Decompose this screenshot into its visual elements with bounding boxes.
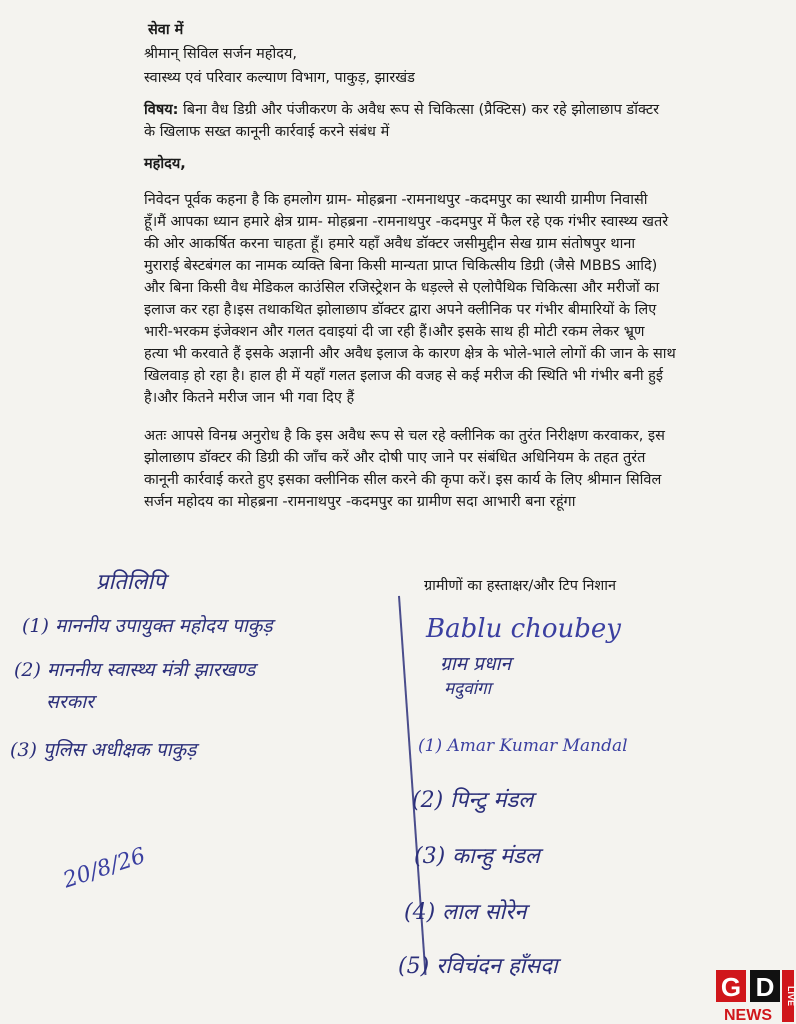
logo-letter-g: G xyxy=(720,972,742,1002)
copy-item: सरकार xyxy=(46,691,94,713)
body-line: और बिना किसी वैध मेडिकल काउंसिल रजिस्ट्रेशन के धड़ल्ले से एलोपैथिक चिकित्सा और मरीजों का xyxy=(144,280,660,296)
signer: (5) रविचंदन हाँसदा xyxy=(398,954,558,979)
body-line: निवेदन पूर्वक कहना है कि हमलोग ग्राम- मोहब्रना -रामनाथपुर -कदमपुर का स्थायी ग्रामीण निवासी xyxy=(144,192,648,208)
logo-letter-d: D xyxy=(755,972,775,1002)
request-line: अतः आपसे विनम्र अनुरोध है कि इस अवैध रूप से चल रहे क्लीनिक का तुरंत निरीक्षण करवाकर, इस xyxy=(144,428,665,444)
addressee-line-1: श्रीमान् सिविल सर्जन महोदय, xyxy=(144,46,297,62)
copy-heading: प्रतिलिपि xyxy=(96,570,166,595)
body-line: है।और कितने मरीज जान भी गवा दिए हैं xyxy=(144,390,355,406)
request-line: सर्जन महोदय का मोहब्रना -रामनाथपुर -कदमपुर का ग्रामीण सदा आभारी बना रहूंगा xyxy=(144,494,576,510)
subject-text-1: बिना वैध डिग्री और पंजीकरण के अवैध रूप से चिकित्सा (प्रैक्टिस) कर रहे झोलाछाप डॉक्टर xyxy=(183,102,660,118)
subject-line-1 xyxy=(144,100,659,120)
logo-word: NEWS xyxy=(724,1007,772,1024)
body-line: इलाज कर रहा है।इस तथाकथित झोलाछाप डॉक्टर द्वारा अपने क्लीनिक पर गंभीर बीमारियों के लिए xyxy=(144,302,657,318)
signer: (4) लाल सोरेन xyxy=(404,900,527,925)
signer-main: Bablu choubey xyxy=(426,614,621,644)
signer: (2) पिन्टु मंडल xyxy=(412,788,534,813)
body-line: हूँ।मैं आपका ध्यान हमारे क्षेत्र ग्राम- मोहब्रना -रामनाथपुर -कदमपुर में फैल रहे एक गंभीर स्वास्थ्य खतरे xyxy=(144,214,669,230)
body-line: भारी-भरकम इंजेक्शन और गलत दवाइयां दी जा रही हैं।और इसके साथ ही मोटी रकम लेकर भ्रूण xyxy=(144,324,645,340)
signatures-heading: ग्रामीणों का हस्ताक्षर/और टिप निशान xyxy=(424,578,617,594)
request-line: कानूनी कार्रवाई करते हुए इसका क्लीनिक सील करने की कृपा करें। इस कार्य के लिए श्रीमान सिविल xyxy=(144,472,662,488)
body-line: की ओर आकर्षित करना चाहता हूँ। हमारे यहाँ अवैध डॉक्टर जसीमुद्दीन सेख ग्राम संतोषपुर थाना xyxy=(144,236,636,252)
greeting: महोदय, xyxy=(144,156,186,172)
body-line: खिलवाड़ हो रहा है। हाल ही में यहाँ गलत इलाज की वजह से कई मरीज की स्थिति भी गंभीर बनी हुई xyxy=(144,368,664,384)
body-line: हत्या भी करवाते हैं इसके अज्ञानी और अवैध इलाज के कारण क्षेत्र के भोले-भाले लोगों की जान के साथ xyxy=(144,346,676,362)
body-line: मुराराई बेस्टबंगल का नामक व्यक्ति बिना किसी मान्यता प्राप्त चिकित्सीय डिग्री (जैसे MBBS आदि) xyxy=(144,258,658,274)
request-line: झोलाछाप डॉक्टर की डिग्री की जाँच करें और दोषी पाए जाने पर संबंधित अधिनियम के तहत तुरंत xyxy=(144,450,646,466)
copy-item: (3) पुलिस अधीक्षक पाकुड़ xyxy=(10,739,197,761)
logo-side-text: LIVE xyxy=(786,985,796,1007)
signer-title: ग्राम प्रधान xyxy=(440,653,512,675)
signer: (3) कान्हु मंडल xyxy=(414,844,540,869)
subject-label: विषय: xyxy=(144,102,179,118)
subject-line-2: के खिलाफ सख्त कानूनी कार्रवाई करने संबंध में xyxy=(144,124,390,140)
copy-item: (2) माननीय स्वास्थ्य मंत्री झारखण्ड xyxy=(14,659,256,681)
copy-item: (1) माननीय उपायुक्त महोदय पाकुड़ xyxy=(22,615,273,637)
signer: (1) Amar Kumar Mandal xyxy=(418,736,628,756)
gd-news-logo xyxy=(716,968,796,1024)
addressee-line-2: स्वास्थ्य एवं परिवार कल्याण विभाग, पाकुड़, झारखंड xyxy=(144,70,415,86)
initials-date: 20/8/26 xyxy=(60,843,149,894)
signer-title: मदुवांगा xyxy=(444,679,492,699)
salutation-to: सेवा में xyxy=(148,22,184,38)
